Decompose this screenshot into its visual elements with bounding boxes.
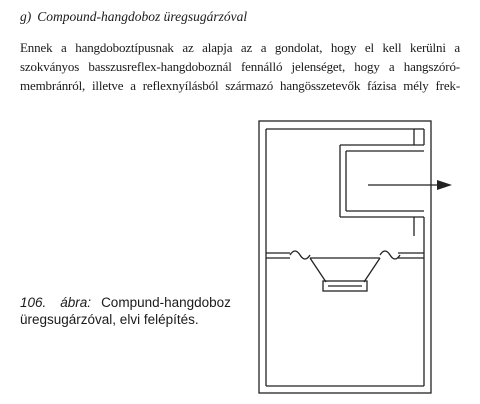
figure-label: ábra:	[60, 295, 92, 310]
section-index: g)	[20, 9, 32, 24]
paragraph-line-2: szokványos basszusreflex-hangdoboznál fennálló jelenséget, hogy a hangszóró-	[20, 59, 460, 74]
paragraph-line-1: Ennek a hangdoboztípusnak az alapja az a gondolat, hogy el kell kerülni a	[20, 40, 460, 55]
figure-caption	[20, 294, 252, 328]
paragraph-line-3: membránról, illetve a reflexnyílásból származó hangösszetevők fázisa mély frek-	[20, 78, 460, 93]
section-title: Compound-hangdoboz üregsugárzóval	[37, 9, 248, 24]
figure-caption-text: Compund-hangdoboz üregsugárzóval, elvi felépítés.	[20, 295, 231, 327]
figure-number: 106.	[20, 295, 47, 310]
speaker-driver	[290, 251, 400, 291]
airflow-arrow-head	[437, 180, 452, 190]
cabinet-outer-wall	[259, 121, 431, 393]
reflex-port	[340, 145, 424, 248]
